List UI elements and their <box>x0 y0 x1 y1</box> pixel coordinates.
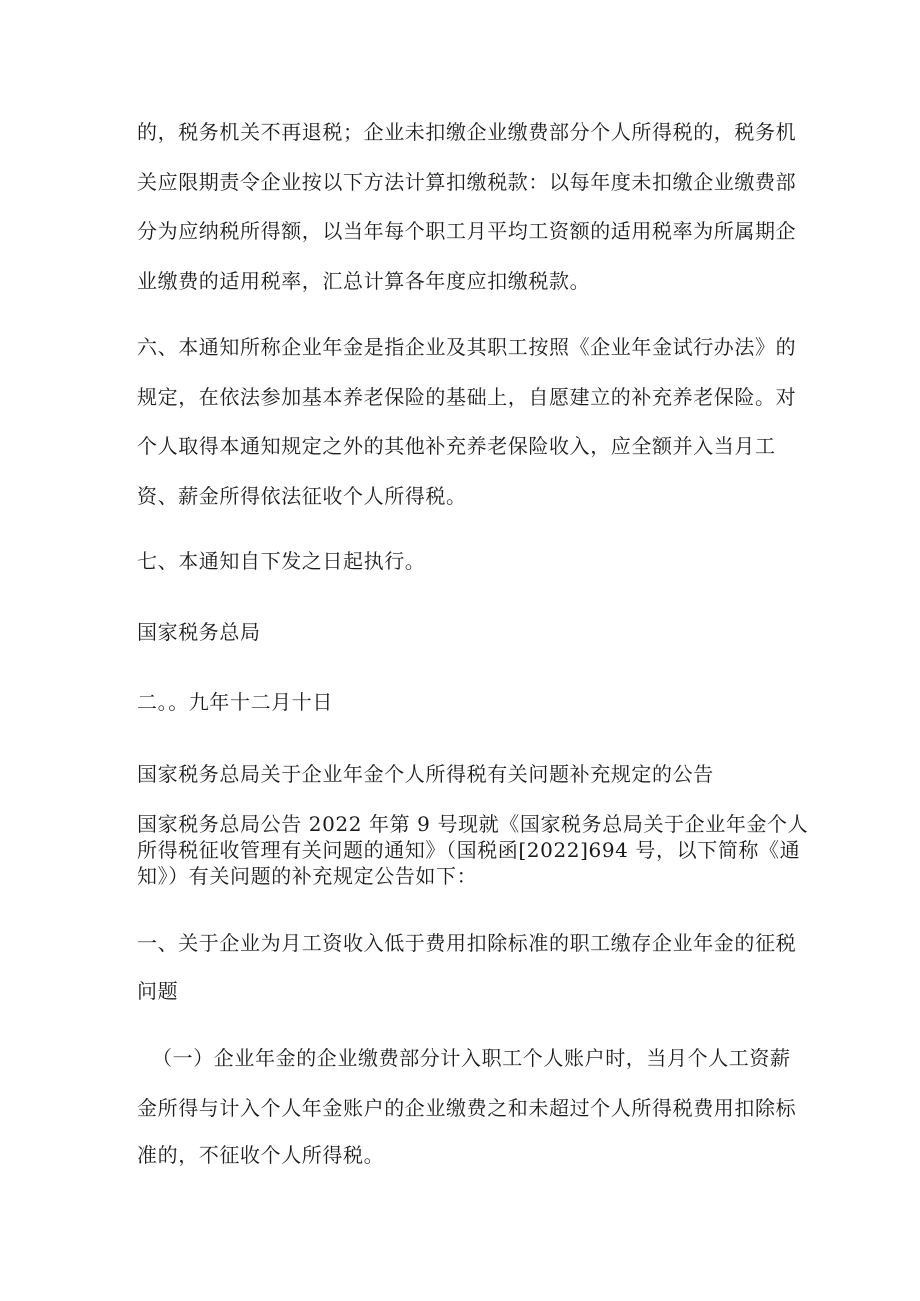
paragraph-line: 个人取得本通知规定之外的其他补充养老保险收入，应全额并入当月工 <box>137 434 776 458</box>
paragraph-line: 七、本通知自下发之日起执行。 <box>137 549 426 573</box>
issue-date: 二。。九年十二月十日 <box>137 690 333 714</box>
paragraph-line: 所得税征收管理有关问题的通知》（国税函[2022]694 号，以下简称《通 <box>137 838 801 862</box>
paragraph-line: 业缴费的适用税率，汇总计算各年度应扣缴税款。 <box>137 269 591 293</box>
paragraph-line: 的，税务机关不再退税；企业未扣缴企业缴费部分个人所得税的，税务机 <box>137 120 797 144</box>
section-heading: 一、关于企业为月工资收入低于费用扣除标准的职工缴存企业年金的征税 <box>137 931 797 955</box>
section-heading: 问题 <box>137 979 179 1003</box>
paragraph-line: 准的，不征收个人所得税。 <box>137 1143 385 1167</box>
paragraph-line: 分为应纳税所得额，以当年每个职工月平均工资额的适用税率为所属期企 <box>137 219 797 243</box>
paragraph-line: 六、本通知所称企业年金是指企业及其职工按照《企业年金试行办法》的 <box>137 335 797 359</box>
paragraph-line: 知》）有关问题的补充规定公告如下： <box>137 864 478 888</box>
announcement-title: 国家税务总局关于企业年金个人所得税有关问题补充规定的公告 <box>137 762 714 786</box>
paragraph-line: 关应限期责令企业按以下方法计算扣缴税款：以每年度未扣缴企业缴费部 <box>137 170 797 194</box>
paragraph-line: 金所得与计入个人年金账户的企业缴费之和未超过个人所得税费用扣除标 <box>137 1096 797 1120</box>
issuer: 国家税务总局 <box>137 620 261 644</box>
paragraph-line: 国家税务总局公告 2022 年第 9 号现就《国家税务总局关于企业年金个人 <box>137 812 809 836</box>
paragraph-line: （一）企业年金的企业缴费部分计入职工个人账户时，当月个人工资薪 <box>152 1046 791 1070</box>
paragraph-line: 规定，在依法参加基本养老保险的基础上，自愿建立的补充养老保险。对 <box>137 385 797 409</box>
paragraph-line: 资、薪金所得依法征收个人所得税。 <box>137 484 467 508</box>
